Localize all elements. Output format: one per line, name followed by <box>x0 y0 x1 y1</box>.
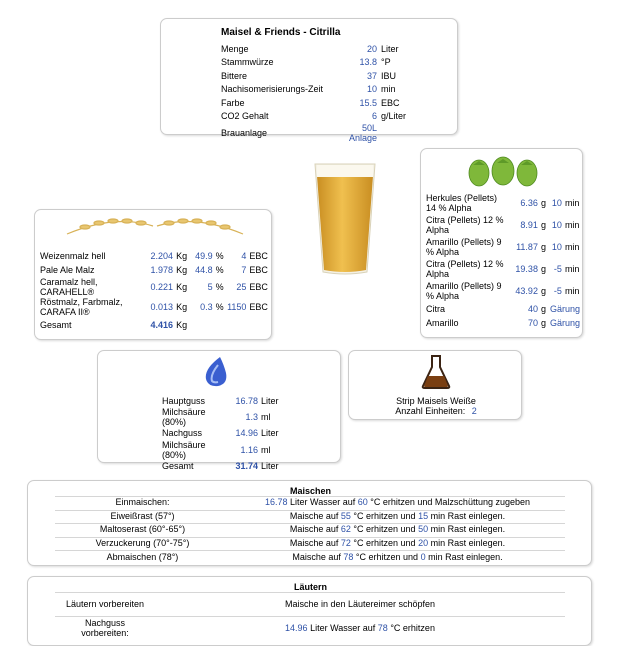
water-row <box>162 441 282 461</box>
hops-icon <box>463 151 543 189</box>
water-value: 1.16 <box>240 444 258 455</box>
malt-percent: 5 <box>207 282 213 293</box>
water-label: Nachguss <box>162 428 203 439</box>
hop-time: Gärung <box>549 304 580 315</box>
water-drop-icon <box>198 355 232 389</box>
recipe-row <box>221 57 421 71</box>
malt-ebc-unit: EBC <box>249 302 268 313</box>
hop-name: Amarillo (Pellets) 9 % Alpha <box>426 281 502 301</box>
laeutern-step-prepare: Läutern vorbereiten <box>55 593 155 617</box>
hop-time: 10 <box>551 198 562 209</box>
recipe-value: 15.5 <box>359 97 378 108</box>
recipe-unit: Liter <box>381 43 399 54</box>
hop-unit: g <box>540 318 546 329</box>
water-value: 16.78 <box>235 395 258 406</box>
maischen-value-1: 78 <box>343 551 354 562</box>
recipe-label: Menge <box>221 43 249 54</box>
yeast-card <box>348 350 522 420</box>
recipe-label: Bittere <box>221 70 248 81</box>
water-row <box>162 408 282 428</box>
laeutern-nachguss-text <box>155 617 565 641</box>
maischen-value-2: 15 <box>418 510 429 521</box>
maischen-post: min Rast einlegen. <box>430 537 506 548</box>
laeutern-row <box>55 617 565 641</box>
laeutern-nachguss-temp: 78 <box>377 622 388 633</box>
water-unit: Liter <box>261 428 279 439</box>
recipe-summary-card <box>160 18 458 143</box>
maischen-post: min Rast einlegen. <box>430 510 506 521</box>
water-value: 1.3 <box>245 411 258 422</box>
maischen-instruction <box>230 537 565 551</box>
malt-percent-unit: % <box>215 282 224 293</box>
hop-time-unit: min <box>564 198 580 209</box>
water-total-value: 31.74 <box>235 461 258 472</box>
maischen-value-1: 16.78 <box>265 497 288 508</box>
recipe-title: Maisel & Friends - Citrilla <box>221 27 341 38</box>
hops-table <box>426 193 580 331</box>
laeutern-step-nachguss: Nachguss vorbereiten: <box>55 617 155 641</box>
recipe-row <box>221 43 421 57</box>
recipe-table <box>221 43 421 144</box>
water-label: Milchsäure (80%) <box>162 439 206 460</box>
malt-amount: 2.204 <box>150 251 174 262</box>
malt-ebc-unit: EBC <box>249 265 268 276</box>
hop-time-unit: min <box>564 220 580 231</box>
hop-row <box>426 281 580 303</box>
hop-name: Herkules (Pellets) 14 % Alpha <box>426 193 498 213</box>
recipe-row <box>221 124 421 144</box>
laeutern-card <box>27 576 592 646</box>
maischen-step: Abmaischen (78°) <box>55 551 230 565</box>
recipe-unit: °P <box>381 57 391 68</box>
maischen-post: °C erhitzen und Malzschüttung zugeben <box>370 497 530 508</box>
laeutern-row <box>55 593 565 617</box>
maischen-instruction <box>230 510 565 524</box>
laeutern-nachguss-mid: Liter Wasser auf <box>310 622 376 633</box>
malt-ebc: 1150 <box>227 302 247 313</box>
hop-time-unit: min <box>564 286 580 297</box>
recipe-label: Brauanlage <box>221 127 268 138</box>
wheat-icon <box>65 212 245 240</box>
maischen-value-1: 72 <box>340 537 351 548</box>
hop-time: -5 <box>553 264 562 275</box>
maischen-instruction <box>230 524 565 538</box>
malt-card <box>34 209 272 340</box>
malt-percent: 0.3 <box>200 302 213 313</box>
maischen-value-1: 62 <box>340 524 351 535</box>
laeutern-nachguss-post: °C erhitzen <box>390 622 435 633</box>
hop-name: Citra (Pellets) 12 % Alpha <box>426 259 504 279</box>
recipe-value: 20 <box>367 43 378 54</box>
hop-unit: g <box>540 242 546 253</box>
hop-amount: 43.92 <box>515 286 538 297</box>
malt-total-unit: Kg <box>176 320 188 331</box>
water-row <box>162 428 282 441</box>
malt-amount: 1.978 <box>150 265 174 276</box>
malt-percent-unit: % <box>215 251 224 262</box>
malt-total-row <box>40 318 268 334</box>
malt-ebc: 4 <box>241 251 247 262</box>
maischen-post: min Rast einlegen. <box>430 524 506 535</box>
hop-name: Amarillo (Pellets) 9 % Alpha <box>426 237 502 257</box>
maischen-row <box>55 537 565 551</box>
hop-amount: 70 <box>527 318 538 329</box>
water-label: Milchsäure (80%) <box>162 407 206 427</box>
recipe-label: Nachisomerisierungs-Zeit <box>221 84 324 95</box>
hop-amount: 40 <box>527 304 538 315</box>
maischen-mid: Liter Wasser auf <box>290 497 356 508</box>
maischen-instruction <box>230 551 565 565</box>
hop-time: 10 <box>551 242 562 253</box>
recipe-value: 50L Anlage <box>349 123 378 143</box>
malt-total-label: Gesamt <box>40 320 72 331</box>
beer-glass-icon <box>312 160 378 278</box>
laeutern-title: Läutern <box>293 582 327 592</box>
water-table <box>162 395 282 474</box>
hops-card <box>420 148 583 338</box>
maischen-pre: Maische auf <box>289 510 339 521</box>
hop-amount: 11.87 <box>516 242 538 253</box>
malt-ebc-unit: EBC <box>249 282 268 293</box>
hop-row <box>426 215 580 237</box>
malt-percent-unit: % <box>215 265 224 276</box>
hop-time-unit: min <box>564 264 580 275</box>
malt-total-amount: 4.416 <box>150 320 174 331</box>
maischen-card <box>27 480 592 566</box>
maischen-row <box>55 497 565 511</box>
malt-name: Weizenmalz hell <box>40 251 106 262</box>
recipe-value: 13.8 <box>359 57 378 68</box>
hop-row <box>426 259 580 281</box>
malt-row <box>40 264 268 278</box>
water-total-row <box>162 461 282 474</box>
malt-name: Röstmalz, Farbmalz, CARAFA II® <box>40 297 123 317</box>
hop-name: Amarillo <box>426 318 459 329</box>
malt-row <box>40 278 268 298</box>
malt-unit: Kg <box>176 282 188 293</box>
maischen-value-2: 60 <box>357 497 368 508</box>
malt-ebc: 25 <box>236 282 247 293</box>
laeutern-prepare-text: Maische in den Läutereimer schöpfen <box>155 593 565 617</box>
hop-unit: g <box>540 304 546 315</box>
yeast-count-label: Anzahl Einheiten: <box>395 406 466 416</box>
hop-row <box>426 237 580 259</box>
water-total-label: Gesamt <box>162 461 194 472</box>
malt-ebc-unit: EBC <box>249 251 268 262</box>
hop-row <box>426 303 580 317</box>
hop-unit: g <box>540 198 546 209</box>
malt-percent: 49.9 <box>195 251 213 262</box>
water-unit: ml <box>261 444 271 455</box>
recipe-row <box>221 70 421 84</box>
hop-unit: g <box>540 220 546 231</box>
hop-amount: 19.38 <box>515 264 538 275</box>
maischen-row <box>55 551 565 565</box>
maischen-value-2: 50 <box>418 524 429 535</box>
water-unit: ml <box>261 411 271 422</box>
malt-ebc: 7 <box>241 265 247 276</box>
hop-unit: g <box>540 286 546 297</box>
hop-amount: 8.91 <box>520 220 538 231</box>
hop-row <box>426 317 580 331</box>
recipe-label: Farbe <box>221 97 245 108</box>
maischen-mid: °C erhitzen und <box>353 537 416 548</box>
malt-amount: 0.013 <box>150 302 174 313</box>
maischen-step: Maltoserast (60°-65°) <box>55 524 230 538</box>
malt-unit: Kg <box>176 302 188 313</box>
maischen-row <box>55 510 565 524</box>
maischen-title: Maischen <box>289 486 331 496</box>
maischen-step: Eiweißrast (57°) <box>55 510 230 524</box>
maischen-post: min Rast einlegen. <box>428 551 503 562</box>
maischen-mid: °C erhitzen und <box>353 524 416 535</box>
malt-unit: Kg <box>176 251 188 262</box>
laeutern-table <box>55 592 565 641</box>
maischen-pre: Maische auf <box>292 551 341 562</box>
water-unit: Liter <box>261 395 279 406</box>
maischen-value-1: 55 <box>340 510 351 521</box>
recipe-value: 10 <box>367 84 378 95</box>
hop-time: -5 <box>553 286 562 297</box>
recipe-unit: min <box>381 84 396 95</box>
hop-name: Citra <box>426 304 446 315</box>
maischen-step: Einmaischen: <box>55 497 230 511</box>
maischen-pre: Maische auf <box>289 524 339 535</box>
recipe-row <box>221 97 421 111</box>
maischen-table <box>55 496 565 564</box>
recipe-label: Stammwürze <box>221 57 274 68</box>
recipe-unit: EBC <box>381 97 400 108</box>
yeast-name: Strip Maisels Weiße <box>396 396 476 406</box>
maischen-value-2: 0 <box>420 551 426 562</box>
malt-row <box>40 298 268 318</box>
water-label: Hauptguss <box>162 395 206 406</box>
maischen-row <box>55 524 565 538</box>
water-total-unit: Liter <box>261 461 279 472</box>
maischen-pre: Maische auf <box>289 537 339 548</box>
hop-time: 10 <box>551 220 562 231</box>
hop-amount: 6.36 <box>520 198 538 209</box>
recipe-row <box>221 111 421 125</box>
malt-name: Caramalz hell, CARAHELL® <box>40 277 98 297</box>
malt-table <box>40 250 268 334</box>
maischen-mid: °C erhitzen und <box>355 551 419 562</box>
recipe-row <box>221 84 421 98</box>
flask-icon <box>421 354 451 390</box>
hop-time-unit: min <box>564 242 580 253</box>
hop-row <box>426 193 580 215</box>
maischen-instruction <box>230 497 565 511</box>
yeast-count-value: 2 <box>471 406 477 416</box>
recipe-value: 37 <box>367 70 378 81</box>
laeutern-nachguss-volume: 14.96 <box>285 622 308 633</box>
maischen-value-2: 20 <box>418 537 429 548</box>
malt-amount: 0.221 <box>150 282 174 293</box>
malt-percent: 44.8 <box>195 265 213 276</box>
yeast-count-line <box>349 406 523 416</box>
recipe-unit: g/Liter <box>381 111 407 122</box>
hop-unit: g <box>540 264 546 275</box>
hop-time: Gärung <box>549 318 580 329</box>
recipe-unit: IBU <box>381 70 397 81</box>
malt-row <box>40 250 268 264</box>
maischen-mid: °C erhitzen und <box>353 510 416 521</box>
recipe-label: CO2 Gehalt <box>221 111 269 122</box>
malt-name: Pale Ale Malz <box>40 265 95 276</box>
malt-unit: Kg <box>176 265 188 276</box>
water-value: 14.96 <box>235 428 258 439</box>
water-card <box>97 350 341 472</box>
malt-percent-unit: % <box>215 302 224 313</box>
maischen-step: Verzuckerung (70°-75°) <box>55 537 230 551</box>
recipe-unit <box>377 124 421 144</box>
hop-name: Citra (Pellets) 12 % Alpha <box>426 215 504 235</box>
recipe-value: 6 <box>372 111 378 122</box>
